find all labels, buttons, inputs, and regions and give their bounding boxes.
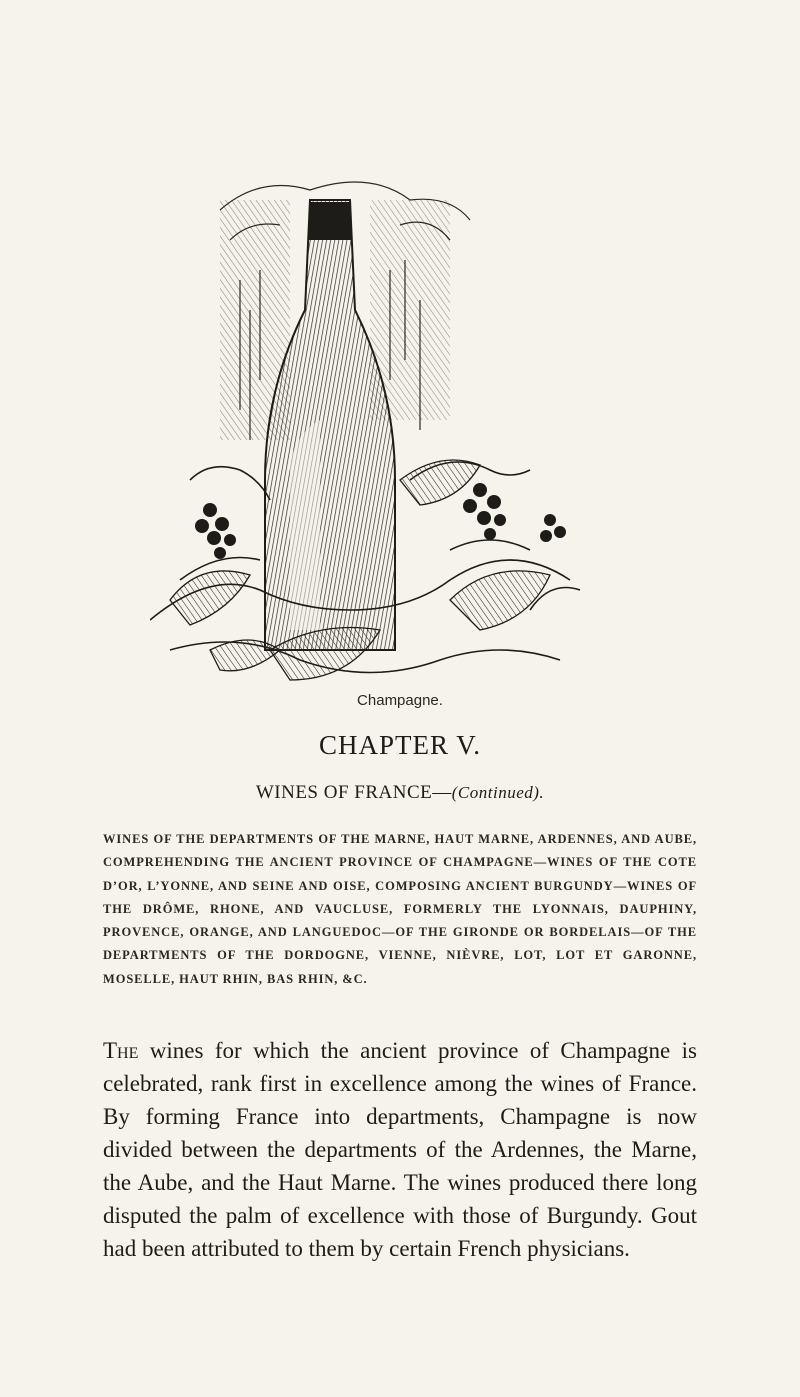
subtitle-main: WINES OF FRANCE— [255, 782, 452, 803]
chapter-title: CHAPTER V. [318, 730, 482, 760]
illustration-caption: Champagne. [357, 692, 443, 709]
champagne-illustration [150, 180, 590, 700]
chapter-subtitle [0, 782, 800, 804]
body-text: wines for which the ancient province of Champagne is celebrated, rank first in excellence among the wines of France. By forming France into departments, Champagne is now divided between the departments of the Ardennes, the Marne, the Aube, and the Haut Marne. The wines produced there long disputed the palm of excellence with those of Burgundy. Gout had been attributed to them by certain French physicians. [103, 1038, 697, 1261]
body-paragraph [103, 1034, 697, 1265]
champagne-bottle-engraving [150, 180, 590, 700]
subtitle-continued: (Continued). [451, 783, 545, 802]
chapter-summary: WINES OF THE DEPARTMENTS OF THE MARNE, HAUT MARNE, ARDENNES, AND AUBE, COMPREHENDING THE ANCIENT PROVINCE OF CHAMPAGNE—WINES OF THE COTE D’OR, L’YONNE, AND SEINE AND OISE, COMPOSING ANCIENT BURGUNDY—WINES OF THE DRÔME, RHONE, AND VAUCLUSE, FORMERLY THE LYONNAIS, DAUPHINY, PROVENCE, ORANGE, AND LANGUEDOC—OF THE GIRONDE OR BORDELAIS—OF THE DEPARTMENTS OF THE DORDOGNE, VIENNE, NIÈVRE, LOT, LOT ET GARONNE, MOSELLE, HAUT RHIN, BAS RHIN, &C. [103, 832, 697, 986]
lead-word: The [103, 1038, 139, 1063]
